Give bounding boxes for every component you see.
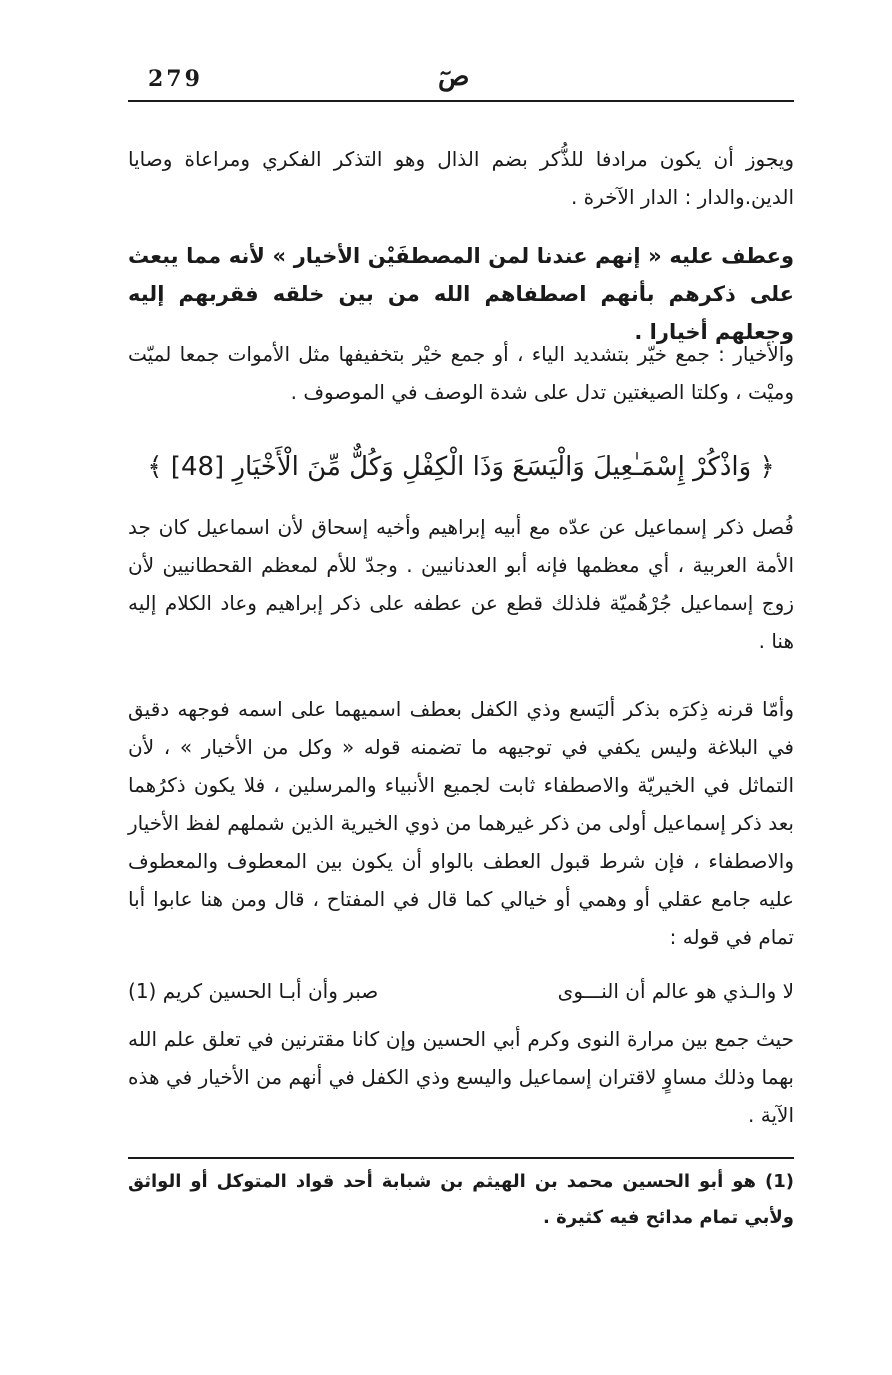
- paragraph-1: ويجوز أن يكون مرادفا للذُّكر بضم الذال وهو التذكر الفكري ومراعاة وصايا الدين.والدار : الدار الآخرة .: [128, 147, 794, 209]
- paragraph-5: وأمّا قرنه ذِكرَه بذكر أليَسع وذي الكفل بعطف اسميهما على اسمه فوجهه دقيق في البلاغة وليس يكفي في توجيهه ما تضمنه قوله « وكل من الأخيار » ، لأن التماثل في الخيريّة والاصطفاء ثابت لجميع الأنبياء والمرسلين ، فلا يكون ذكرُهما بعد ذكر إسماعيل أولى من ذكر غيرهما من ذوي الخيرية الذين شملهم لفظ الأخيار والاصطفاء ، فإن شرط قبول العطف بالواو أن يكون بين المعطوف والمعطوف عليه جامع عقلي أو وهمي أو خيالي كما قال في المفتاح ، قال ومن هنا عابوا أبا تمام في قوله :: [128, 697, 794, 949]
- page-header: [128, 62, 794, 102]
- footnote: (1) هو أبو الحسين محمد بن الهيثم بن شبابة أحد قواد المتوكل أو الواثق ولأبي تمام مدائح فيه كثيرة .: [128, 1171, 794, 1228]
- page-number: 279: [148, 66, 203, 92]
- header-rule: [128, 100, 794, 102]
- quran-verse: ﴿ وَاذْكُرْ إِسْمَـٰعِيلَ وَالْيَسَعَ وَذَا الْكِفْلِ وَكُلٌّ مِّنَ الْأَخْيَارِ [48] ﴾: [147, 452, 775, 482]
- paragraph-4: فُصل ذكر إسماعيل عن عدّه مع أبيه إبراهيم وأخيه إسحاق لأن اسماعيل كان جد الأمة العربية ، أي معظمها فإنه أبو العدنانيين . وجدّ للأم لمعظم القحطانيين لأن زوج إسماعيل جُرْهُميّة فلذلك قطع عن عطفه على ذكر إبراهيم وعاد الكلام إليه هنا .: [128, 515, 794, 653]
- paragraph-2: وعطف عليه « إنهم عندنا لمن المصطفَيْن الأخيار » لأنه مما يبعث على ذكرهم بأنهم اصطفاهم الله من بين خلقه فقربهم إليه وجعلهم أخيارا .: [128, 244, 794, 344]
- running-head: صٓ: [438, 62, 470, 92]
- poem-second-hemistich: صبر وأن أبـا الحسين كريم (1): [128, 979, 379, 1003]
- footnote-rule: [128, 1157, 794, 1159]
- poem-verse: [128, 972, 794, 1010]
- paragraph-6: حيث جمع بين مرارة النوى وكرم أبي الحسين وإن كانا مقترنين في تعلق علم الله بهما وذلك مساوٍ لاقتران إسماعيل واليسع وذي الكفل في أنهم من الأخيار في هذه الآية .: [128, 1027, 794, 1127]
- paragraph-3: والأخيار : جمع خيّر بتشديد الياء ، أو جمع خيْر بتخفيفها مثل الأموات جمعا لميّت وميْت ، وكلتا الصيغتين تدل على شدة الوصف في الموصوف .: [128, 342, 794, 404]
- poem-first-hemistich: لا والـذي هو عالم أن النـــوى: [557, 979, 794, 1003]
